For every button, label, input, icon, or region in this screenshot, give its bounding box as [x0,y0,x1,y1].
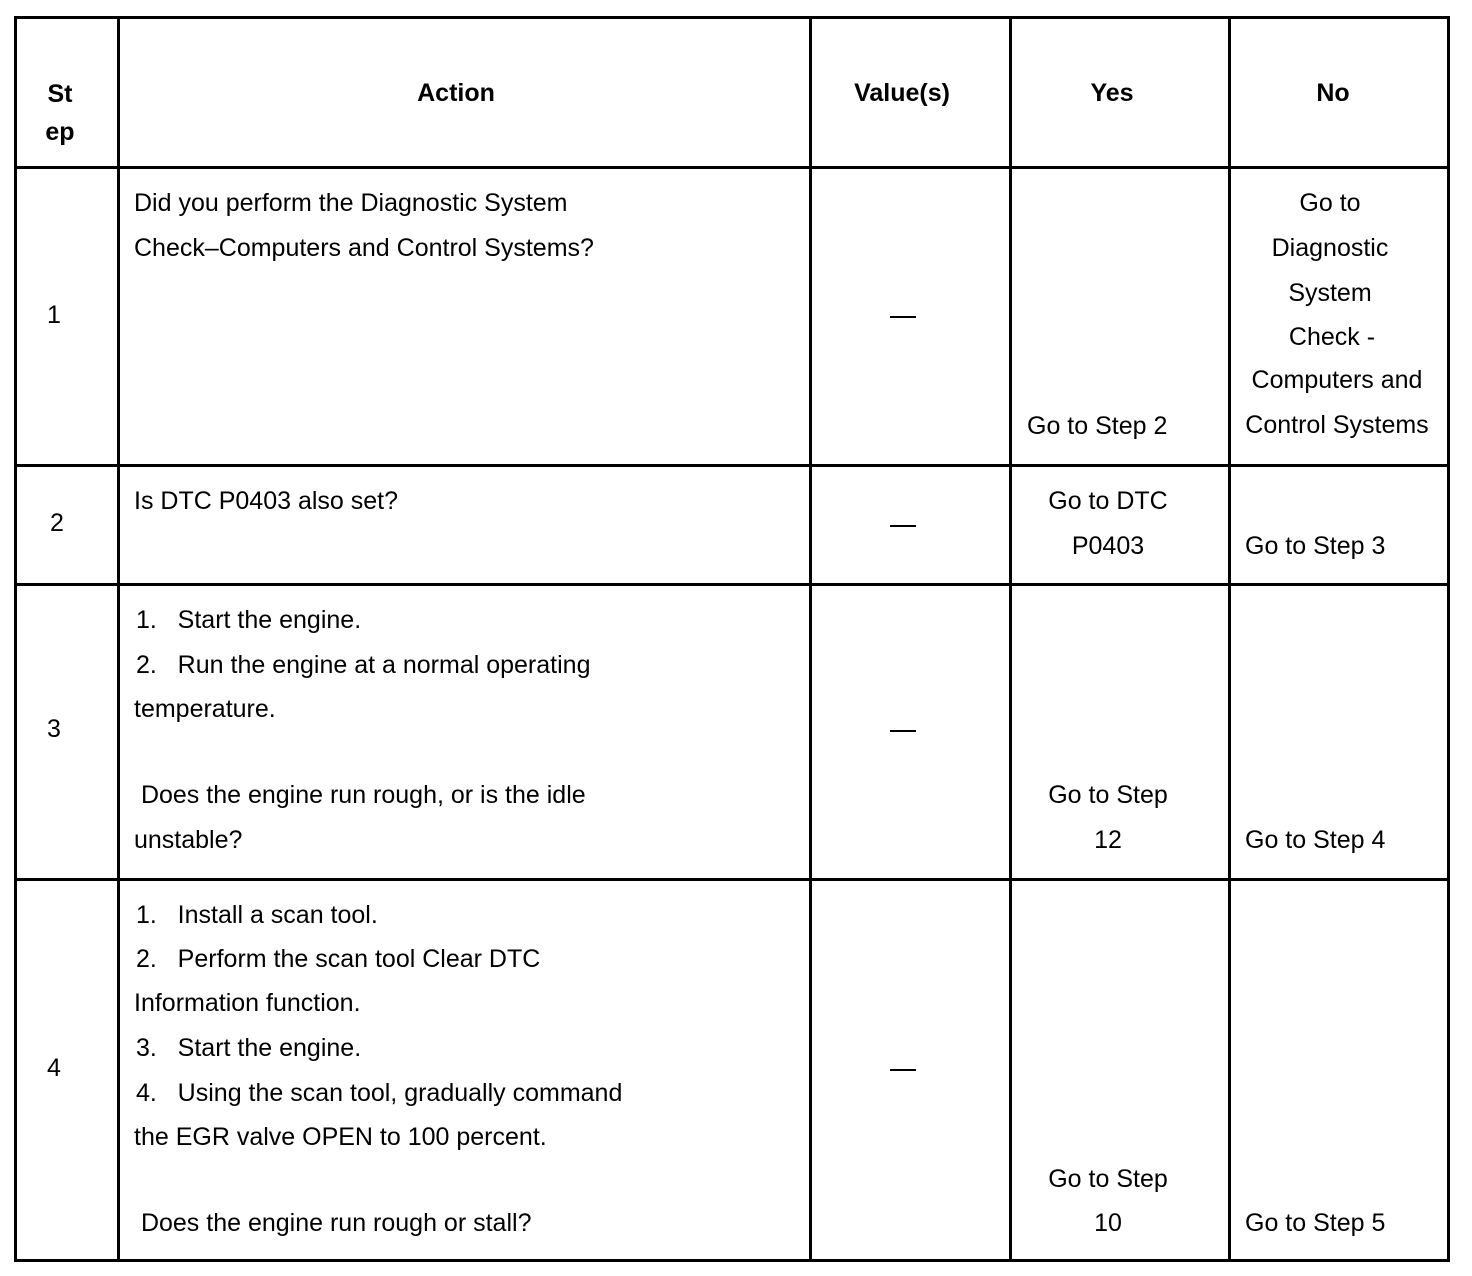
row-divider [17,464,1447,467]
action-line: 1. Install a scan tool. [136,901,378,929]
no-line: Go to Step 3 [1245,532,1386,560]
action-line: Check–Computers and Control Systems? [134,234,594,262]
yes-line: Go to DTC [1048,487,1168,515]
yes-line: Go to Step [1048,1165,1168,1193]
action-line: 2. Perform the scan tool Clear DTC [136,945,541,973]
no-line: Go to Step 5 [1245,1209,1386,1237]
value-dash [890,316,916,318]
header-step-line-1: St [47,80,73,108]
action-line: the EGR valve OPEN to 100 percent. [134,1123,547,1151]
action-line: temperature. [134,695,276,723]
column-divider [1009,19,1012,1259]
step-number: 2 [50,509,64,537]
header-action: Action [417,79,495,107]
action-line: 2. Run the engine at a normal operating [136,651,591,679]
no-line: Go to Step 4 [1245,826,1386,854]
value-dash [890,525,916,527]
column-divider [117,19,120,1259]
row-divider [17,166,1447,169]
no-line: Go to [1299,189,1361,217]
yes-line: 12 [1094,826,1122,854]
no-line: Check - [1288,323,1376,351]
action-line: 4. Using the scan tool, gradually command [136,1079,623,1107]
header-no: No [1316,79,1350,107]
action-question: Does the engine run rough, or is the idle [134,781,586,809]
no-line: Computers and [1251,366,1423,394]
column-divider [809,19,812,1259]
action-line: 3. Start the engine. [136,1034,362,1062]
step-number: 1 [47,301,61,329]
no-line: System [1288,279,1372,307]
value-dash [890,1069,916,1071]
no-line: Diagnostic [1271,234,1389,262]
action-line: Information function. [134,989,361,1017]
header-values: Value(s) [854,79,950,107]
value-dash [890,730,916,732]
yes-line: P0403 [1071,532,1145,560]
step-number: 4 [47,1054,61,1082]
action-line: Did you perform the Diagnostic System [134,189,568,217]
action-line: unstable? [134,826,243,854]
action-line: Is DTC P0403 also set? [134,487,399,515]
row-divider [17,583,1447,586]
action-question: Does the engine run rough or stall? [134,1209,532,1237]
header-step-line-2: ep [45,118,75,146]
step-number: 3 [47,715,61,743]
action-line: 1. Start the engine. [136,606,362,634]
yes-line: Go to Step 2 [1027,412,1168,440]
no-line: Control Systems [1245,411,1429,439]
yes-line: Go to Step [1048,781,1168,809]
row-divider [17,878,1447,881]
header-yes: Yes [1090,79,1134,107]
yes-line: 10 [1094,1209,1122,1237]
